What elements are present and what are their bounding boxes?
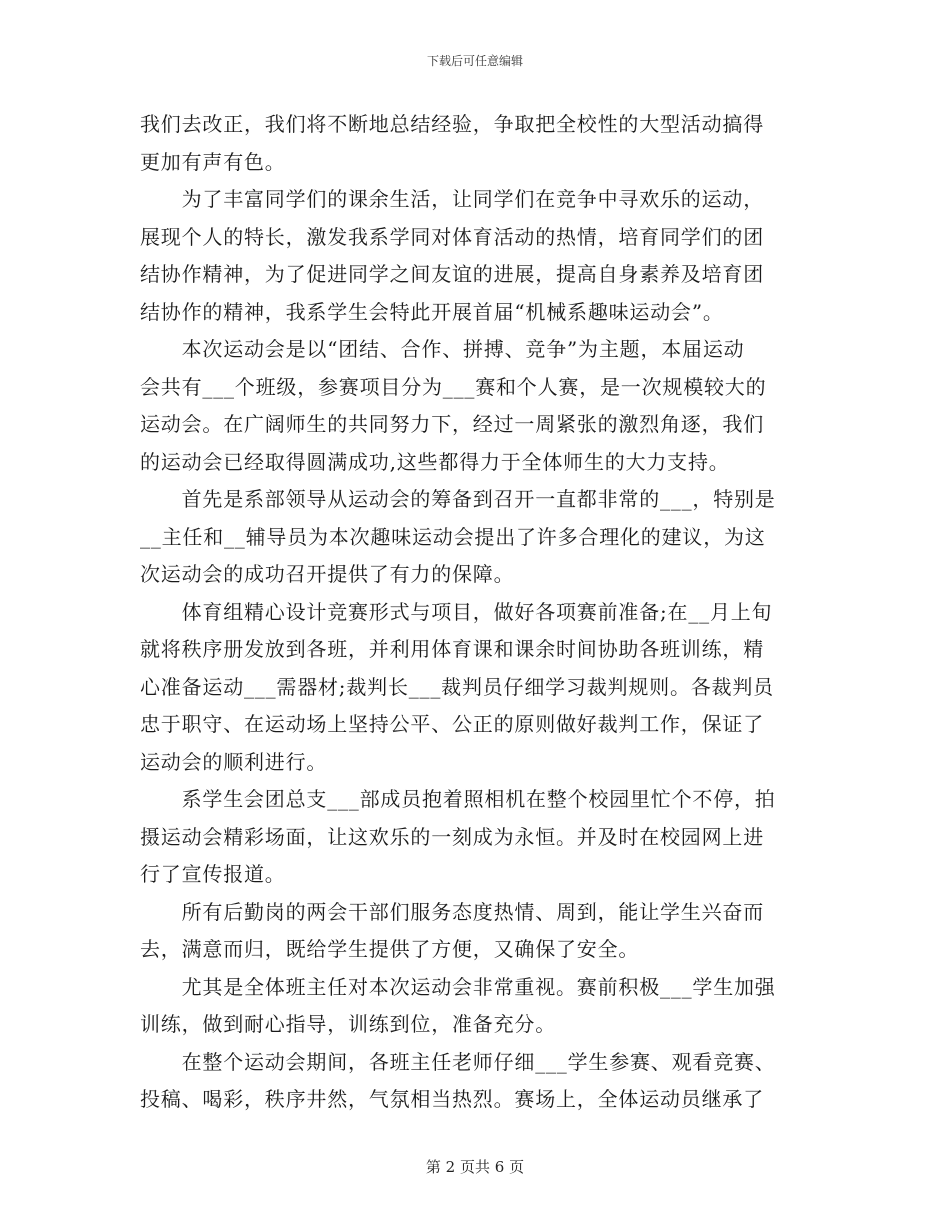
text-line: 训练，做到耐心指导，训练到位，准备充分。 [140, 1012, 556, 1036]
text-line: __主任和__辅导员为本次趣味运动会提出了许多合理化的建议，为这 [140, 524, 766, 549]
text-line: 系学生会团总支___部成员抱着照相机在整个校园里忙个不停，拍 [140, 787, 776, 811]
text-line: 为了丰富同学们的课余生活，让同学们在竞争中寻欢乐的运动， [140, 187, 764, 211]
text-line: 运动会的顺利进行。 [140, 749, 328, 774]
text-line: 忠于职守、在运动场上坚持公平、公正的原则做好裁判工作，保证了 [140, 712, 764, 736]
text-line: 就将秩序册发放到各班，并利用体育课和课余时间协助各班训练，精 [140, 637, 764, 661]
page-number: 第 2 页共 6 页 [425, 1158, 525, 1176]
text-line: 展现个人的特长，激发我系学同对体育活动的热情，培育同学们的团 [140, 224, 764, 249]
text-line: 更加有声有色。 [140, 149, 286, 174]
text-line: 次运动会的成功召开提供了有力的保障。 [140, 562, 515, 586]
document-body [140, 106, 810, 1119]
text-line: 行了宣传报道。 [140, 862, 286, 886]
text-line: 在整个运动会期间，各班主任老师仔细___学生参赛、观看竞赛、 [140, 1049, 776, 1074]
text-line: 投稿、喝彩，秩序井然，气氛相当热烈。赛场上，全体运动员继承了 [140, 1087, 764, 1111]
text-line: 所有后勤岗的两会干部们服务态度热情、周到，能让学生兴奋而 [140, 899, 764, 924]
text-line: 会共有___个班级，参赛项目分为___赛和个人赛，是一次规模较大的 [140, 374, 767, 399]
text-line: 尤其是全体班主任对本次运动会非常重视。赛前积极___学生加强 [140, 974, 776, 999]
text-line: 本次运动会是以“团结、合作、拼搏、竞争”为主题，本届运动 [140, 337, 745, 361]
text-line: 的运动会已经取得圆满成功,这些都得力于全体师生的大力支持。 [140, 449, 730, 474]
text-line: 结协作的精神，我系学生会特此开展首届“机械系趣味运动会”。 [140, 299, 724, 324]
text-line: 结协作精神，为了促进同学之间友谊的进展，提高自身素养及培育团 [140, 262, 764, 286]
text-line: 体育组精心设计竞赛形式与项目，做好各项赛前准备;在__月上旬 [140, 599, 773, 624]
text-line: 摄运动会精彩场面，让这欢乐的一刻成为永恒。并及时在校园网上进 [140, 824, 764, 849]
text-line: 心准备运动___需器材;裁判长___裁判员仔细学习裁判规则。各裁判员 [140, 674, 774, 699]
text-line: 我们去改正，我们将不断地总结经验，争取把全校性的大型活动搞得 [140, 112, 764, 136]
text-line: 去，满意而归，既给学生提供了方便，又确保了安全。 [140, 937, 640, 961]
text-line: 运动会。在广阔师生的共同努力下，经过一周紧张的激烈角逐，我们 [140, 412, 764, 436]
text-line: 首先是系部领导从运动会的筹备到召开一直都非常的___，特别是 [140, 487, 776, 511]
page-header-note: 下载后可任意编辑 [426, 54, 523, 68]
